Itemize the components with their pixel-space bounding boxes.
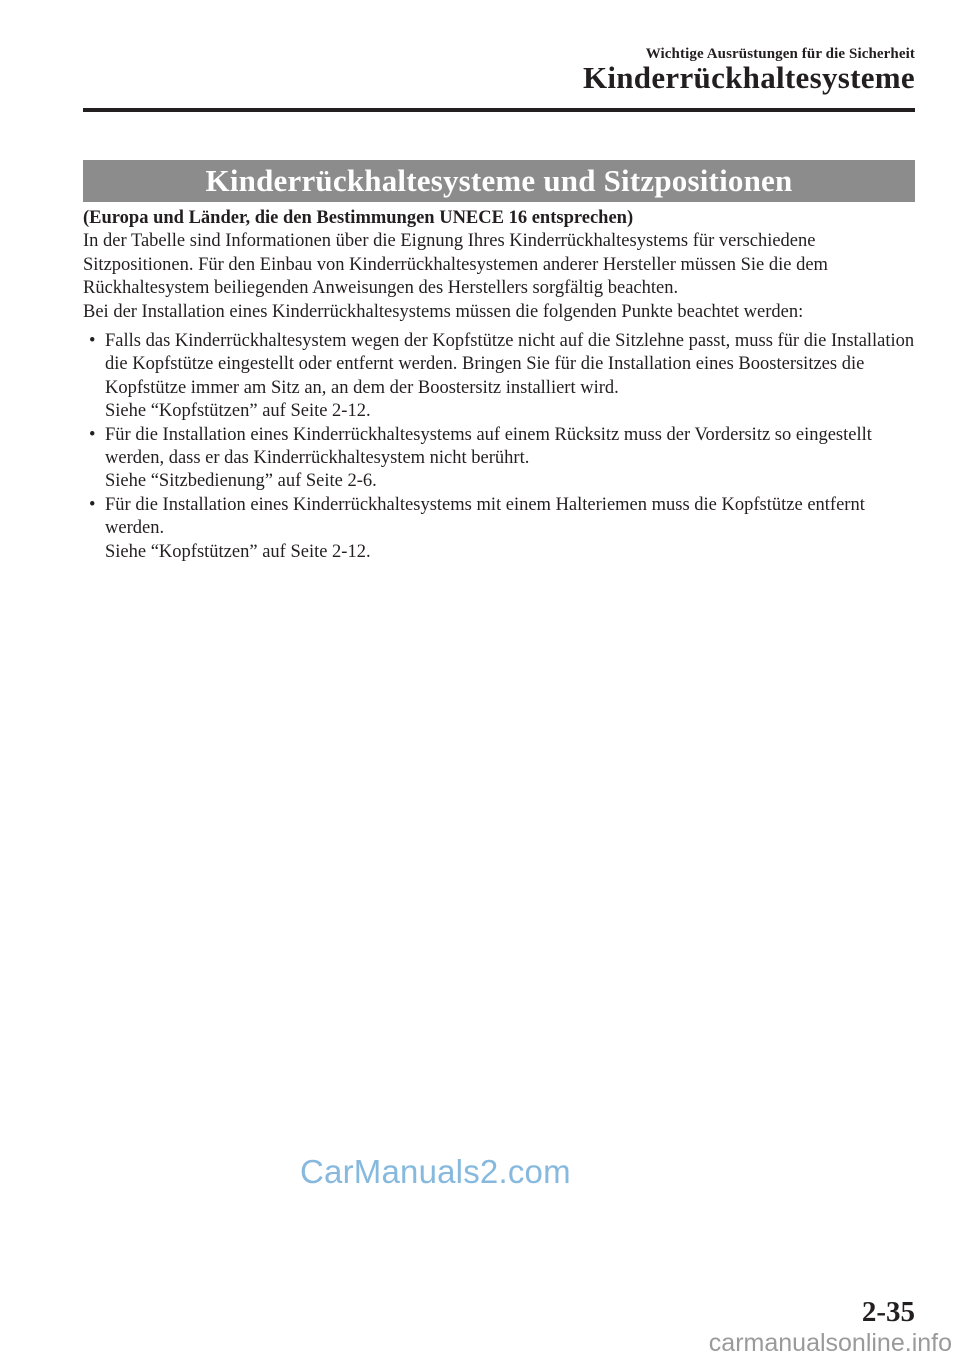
subtitle: (Europa und Länder, die den Bestimmungen UNECE 16 entsprechen) — [83, 208, 634, 228]
bullet-icon: • — [89, 494, 96, 515]
paragraph-installation: Bei der Installation eines Kinderrückhaltesystems müssen die folgenden Punkte beachtet werden: — [83, 301, 804, 322]
main-content — [83, 207, 915, 564]
paragraph-intro: In der Tabelle sind Informationen über die Eignung Ihres Kinderrückhaltesystems für verschiedene Sitzpositionen. Für den Einbau von Kinderrückhaltesystemen anderer Hersteller müssen Sie die dem Rückhaltesystem beiliegenden Anweisungen des Herstellers sorgfältig beachten. — [83, 231, 828, 299]
bullet-text: Falls das Kinderrückhaltesystem wegen der Kopfstütze nicht auf die Sitzlehne passt, muss für die Installation die Kopfstütze eingestellt oder entfernt werden. Bringen Sie für die Installation eines Boostersitzes die Kopfstütze immer am Sitz an, an dem der Boostersitz installiert wird. — [105, 331, 915, 398]
list-item — [83, 494, 915, 564]
bullet-list — [83, 330, 915, 564]
bullet-text: Für die Installation eines Kinderrückhaltesystems mit einem Halteriemen muss die Kopfstütze entfernt werden. — [105, 494, 865, 539]
list-item — [83, 330, 915, 424]
page-number: 2-35 — [861, 1296, 915, 1328]
bullet-reference: Siehe “Kopfstützen” auf Seite 2-12. — [105, 401, 371, 422]
watermark: CarManuals2.com — [300, 1153, 571, 1190]
bullet-reference: Siehe “Kopfstützen” auf Seite 2-12. — [105, 541, 371, 562]
bullet-text: Für die Installation eines Kinderrückhaltesystems auf einem Rücksitz muss der Vordersitz so eingestellt werden, dass er das Kinderrückhaltesystem nicht berührt. — [105, 424, 872, 469]
section-banner-title: Kinderrückhaltesysteme und Sitzpositionen — [205, 163, 793, 198]
section-banner — [83, 160, 915, 202]
bullet-icon: • — [89, 331, 96, 352]
list-item — [83, 424, 915, 494]
header-divider — [83, 108, 915, 112]
bullet-icon: • — [89, 424, 96, 445]
bullet-reference: Siehe “Sitzbedienung” auf Seite 2-6. — [105, 471, 377, 492]
running-header-title: Kinderrückhaltesysteme — [582, 60, 915, 95]
running-header-section: Wichtige Ausrüstungen für die Sicherheit — [645, 46, 915, 62]
footer-site-watermark: carmanualsonline.info — [708, 1329, 952, 1357]
